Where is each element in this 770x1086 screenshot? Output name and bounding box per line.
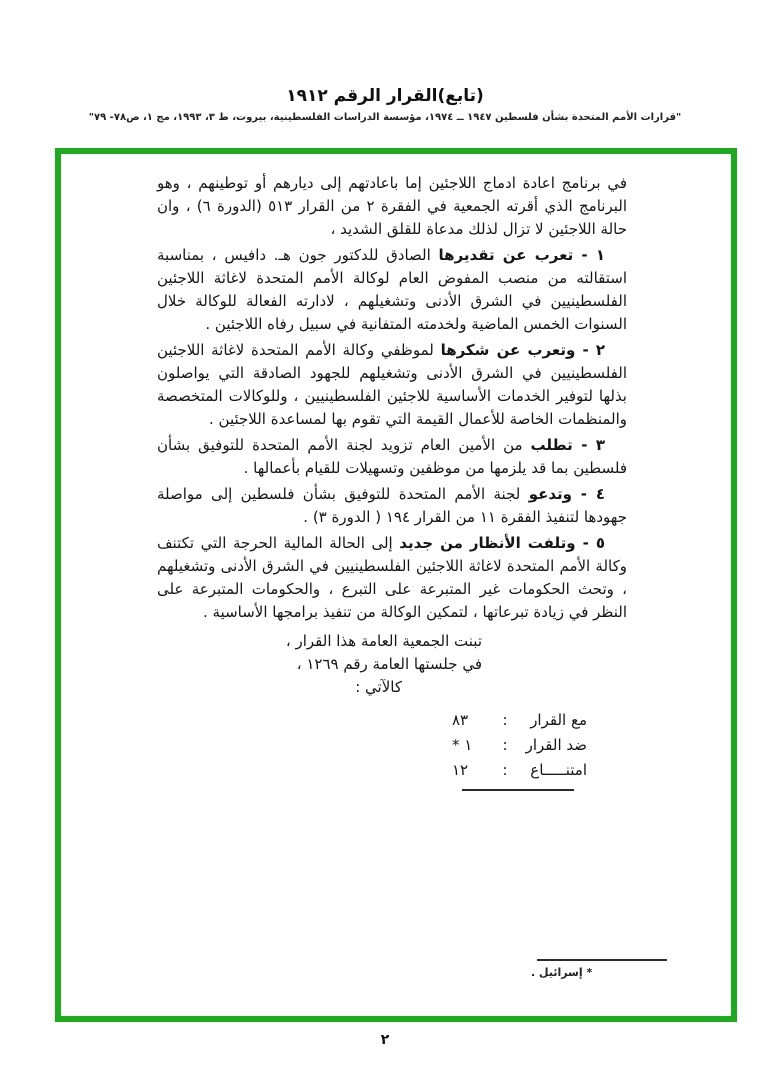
paragraph-text: في برنامج اعادة ادماج اللاجئين إما باعادتهم إلى ديارهم أو توطينهم ، وهو البرنامج الذي أقرته الجمعية في الفقرة ٢ من القرار ٥١٣ (الدورة ٦) ، وان حالة اللاجئين لا تزال لذلك مدعاة للقلق الشديد ،: [157, 174, 627, 238]
adoption-line-3: كالآتي :: [355, 678, 402, 696]
footnote-block: [531, 959, 667, 979]
paragraph-number-and-lead: ١ - تعرب عن تقديرها: [438, 246, 606, 264]
vote-value: ١ *: [452, 736, 473, 754]
page-number: ٢: [380, 1032, 390, 1048]
footnote-text: * إسرائيل .: [531, 966, 593, 979]
vote-colon: :: [502, 736, 508, 754]
paragraph-text: لجنة الأمم المتحدة للتوفيق بشأن فلسطين إلى مواصلة جهودها لتنفيذ الفقرة ١١ من القرار ١٩٤ ( الدورة ٣) .: [157, 485, 627, 526]
vote-label: امتنـــــاع: [530, 761, 587, 779]
paragraph-5: [157, 532, 627, 624]
paragraph-2: [157, 339, 627, 431]
paragraph-1: [157, 244, 627, 336]
paragraph-3: [157, 434, 627, 480]
adoption-line-1: تبنت الجمعية العامة هذا القرار ،: [285, 632, 482, 650]
vote-tally: [157, 708, 587, 791]
paragraph-text: إلى الحالة المالية الحرجة التي تكتنف وكالة الأمم المتحدة لاغاثة اللاجئين الفلسطينيين في الشرق الأدنى وتشغيلهم ، وتحث الحكومات غير المتبرعة على التبرع ، والحكومات المتبرعة على النظر في زيادة تبرعاتها ، لتمكين الوكالة من تنفيذ برامجها الأساسية .: [157, 534, 627, 621]
vote-value: ١٢: [452, 761, 469, 779]
vote-row-for: [452, 708, 587, 733]
paragraph-number-and-lead: ٤ - وتدعو: [528, 485, 606, 503]
paragraph-text: من الأمين العام تزويد لجنة الأمم المتحدة للتوفيق بشأن فلسطين بما قد يلزمها من موظفين وتسهيلات للقيام بأعمالها .: [157, 436, 627, 477]
vote-colon: :: [502, 761, 508, 779]
vote-row-against: [452, 733, 587, 758]
vote-label: ضد القرار: [525, 736, 587, 754]
resolution-text-column: [157, 172, 627, 791]
adoption-line-2: في جلستها العامة رقم ١٢٦٩ ،: [296, 655, 482, 673]
footnote-rule: [537, 959, 667, 961]
paragraph-4: [157, 483, 627, 529]
paragraph-number-and-lead: ٥ - وتلفت الأنظار من جديد: [399, 534, 605, 552]
vote-separator-rule: [462, 789, 574, 791]
document-source-citation: "قرارات الأمم المتحدة بشأن فلسطين ١٩٤٧ ــ ١٩٧٤، مؤسسة الدراسات الفلسطينية، بيروت، ط ٣، ١٩٩٣، مج ١، ص٧٨- ٧٩": [88, 112, 682, 123]
paragraph-number-and-lead: ٣ - تطلب: [530, 436, 606, 454]
paragraph-text: الصادق للدكتور جون هـ. دافيس ، بمناسبة استقالته من منصب المفوض العام لوكالة الأمم المتحدة لاغاثة اللاجئين الفلسطينيين في الشرق الأدنى وتشغيلهم ، لادارته الفعالة للوكالة خلال السنوات الخمس الماضية ولخدمته المتفانية في سبيل رفاه اللاجئين .: [157, 246, 627, 333]
paragraph-text: لموظفي وكالة الأمم المتحدة لاغاثة اللاجئين الفلسطينيين في الشرق الأدنى وتشغيلهم للجهود الصادقة التي يواصلون بذلها لتوفير الخدمات الأساسية للاجئين الفلسطينيين ، وللوكالات المتخصصة والمنظمات الخاصة للأعمال القيمة التي تقوم بها لمساعدة اللاجئين .: [157, 341, 627, 428]
vote-row-abstain: [452, 758, 587, 783]
paragraph-continuation: [157, 172, 627, 241]
vote-value: ٨٣: [452, 711, 469, 729]
annotation-frame: [55, 148, 737, 1022]
adoption-statement: [157, 630, 482, 699]
paragraph-number-and-lead: ٢ - وتعرب عن شكرها: [440, 341, 606, 359]
vote-label: مع القرار: [530, 711, 587, 729]
vote-colon: :: [502, 711, 508, 729]
document-title: (تابع)القرار الرقم ١٩١٢: [286, 86, 484, 106]
